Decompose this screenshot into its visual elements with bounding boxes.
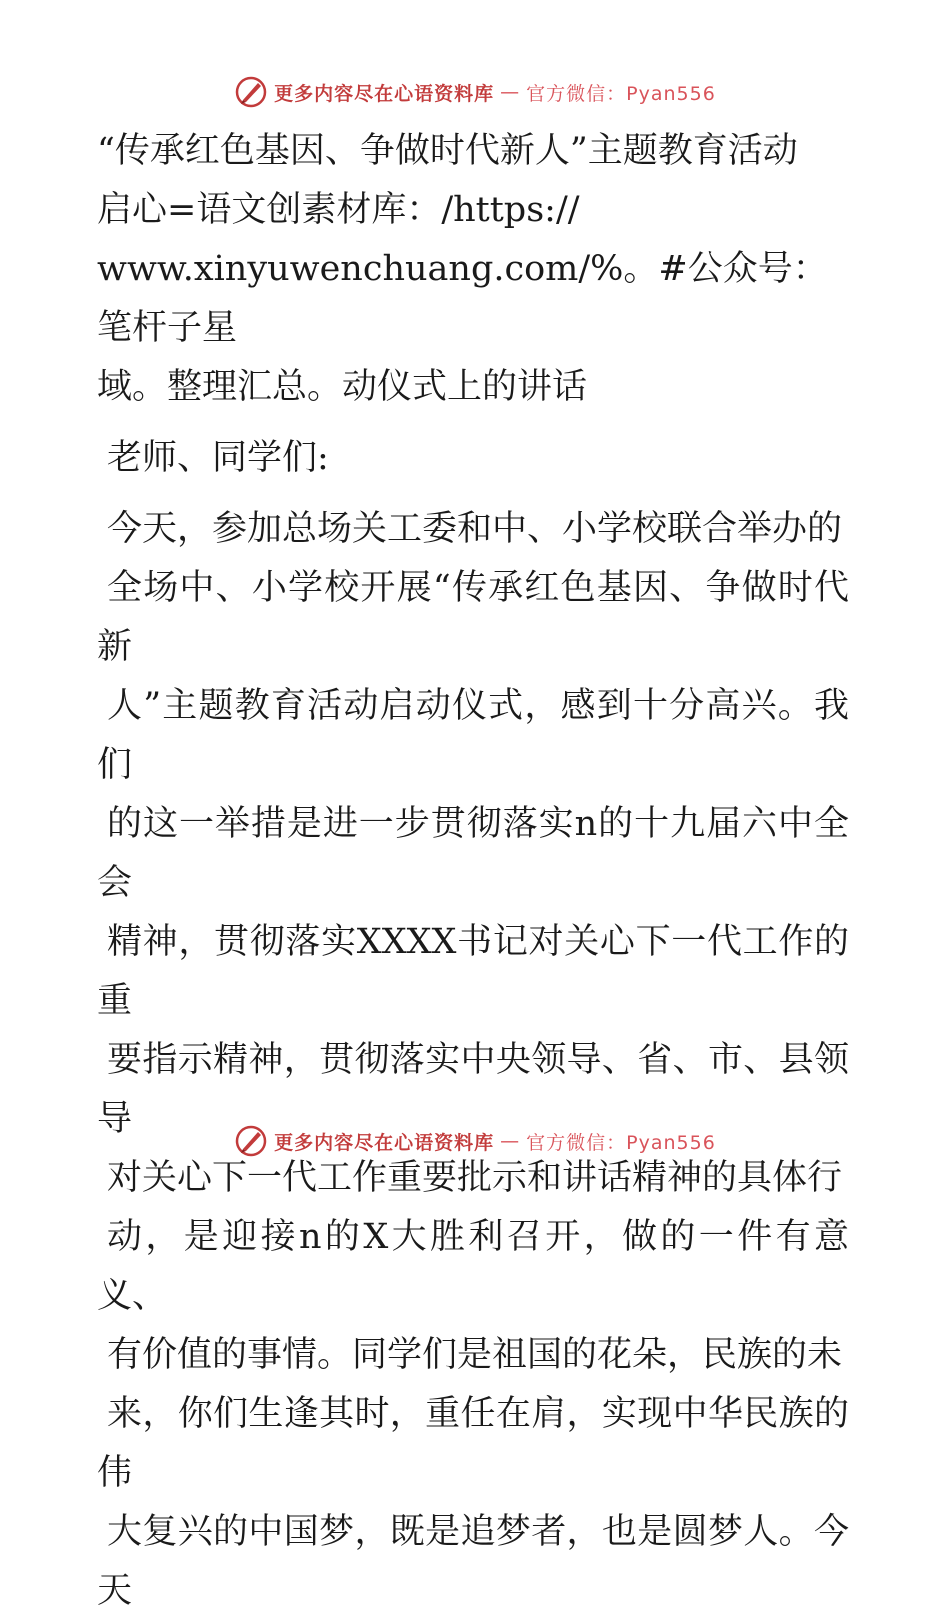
- title-line: www.xinyuwenchuang.com/%。#公众号：笔杆子星: [97, 249, 828, 348]
- body-line: 全场中、小学校开展“传承红色基因、争做时代新: [97, 568, 849, 667]
- title-line: “传承红色基因、争做时代新人”主题教育活动: [97, 131, 798, 171]
- greeting: 老师、同学们:: [107, 438, 329, 478]
- footer-banner-title: 更多内容尽在心语资料库: [274, 1131, 495, 1154]
- body-line: 来，你们生逢其时，重任在肩，实现中华民族的伟: [97, 1394, 849, 1493]
- banner-title: 更多内容尽在心语资料库: [274, 82, 495, 105]
- document-body: [97, 122, 849, 1621]
- footer-banner-wechat: 官方微信：Pyan556: [526, 1131, 716, 1154]
- banner-wechat: 官方微信：Pyan556: [526, 82, 716, 105]
- body-line: 人”主题教育活动启动仪式，感到十分高兴。我们: [97, 686, 849, 785]
- body-paragraph: [97, 500, 849, 1621]
- body-line: 对关心下一代工作重要批示和讲话精神的具体行: [107, 1158, 843, 1198]
- title-line: 域。整理汇总。动仪式上的讲话: [97, 367, 588, 407]
- body-line: 动，是迎接n的X大胜利召开，做的一件有意义、: [97, 1217, 849, 1316]
- document-title: [97, 122, 849, 417]
- body-line: 精神，贯彻落实XXXX书记对关心下一代工作的重: [97, 922, 849, 1021]
- footer-banner: [0, 1121, 950, 1161]
- footer-banner-separator: —: [500, 1130, 521, 1152]
- body-line: 有价值的事情。同学们是祖国的花朵，民族的未: [107, 1335, 843, 1375]
- body-line: 要指示精神，贯彻落实中央领导、省、市、县领导: [97, 1040, 849, 1139]
- banner-separator: —: [500, 81, 521, 103]
- body-line: 的这一举措是进一步贯彻落实n的十九届六中全会: [97, 804, 849, 903]
- body-line: 大复兴的中国梦，既是追梦者，也是圆梦人。今天: [97, 1512, 849, 1611]
- title-line: 启心=语文创素材库：/https://: [97, 190, 580, 230]
- header-banner: [0, 72, 950, 112]
- body-line: 今天，参加总场关工委和中、小学校联合举办的: [107, 509, 843, 549]
- quill-logo-icon: [234, 1124, 268, 1158]
- quill-logo-icon: [234, 75, 268, 109]
